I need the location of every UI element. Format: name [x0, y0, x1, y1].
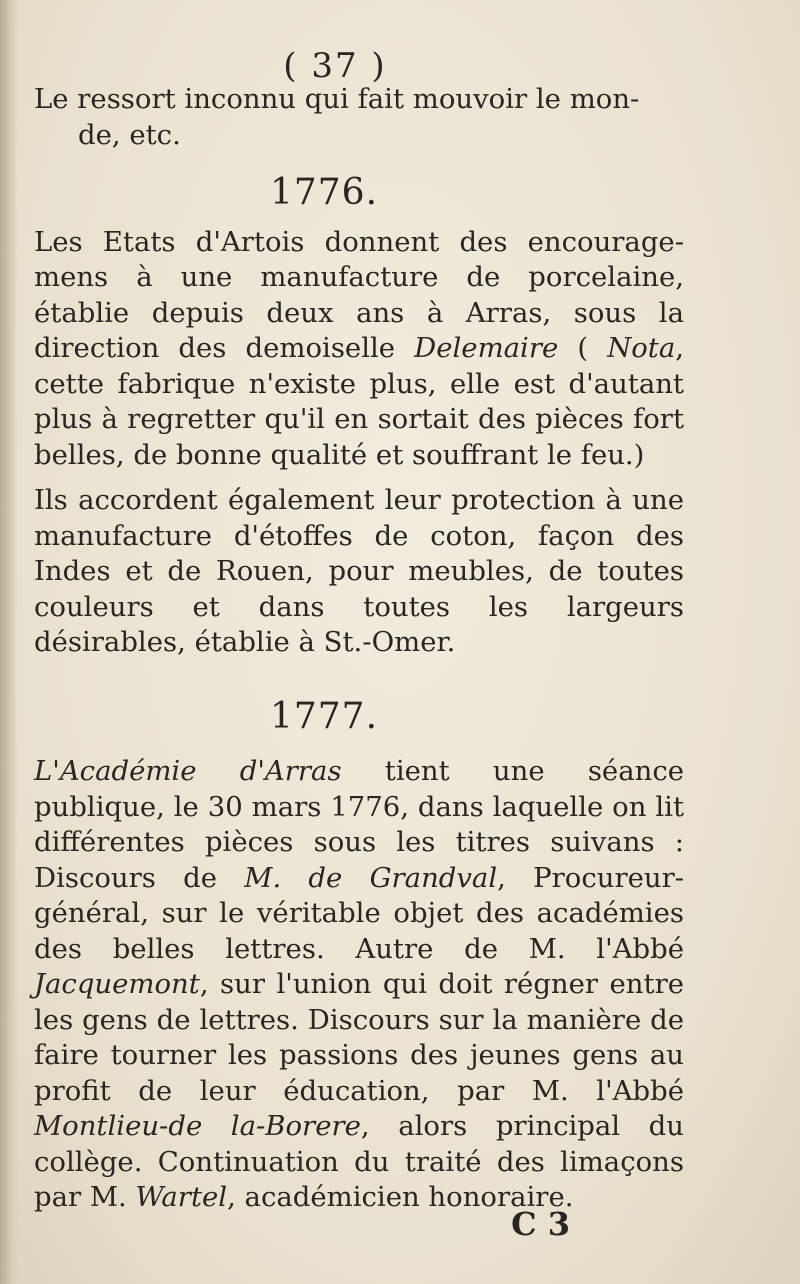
academie-text-c: , sur l'union qui doit régner entre les gens de lettres. Discours sur la manière de faire tourner les passions des jeunes gens au profit de leur éducation, par M. l'Abbé: [34, 968, 684, 1107]
protection-text: Ils accordent également leur protection à une manufacture d'étoffes de coton, façon des Indes et de Rouen, pour meubles, de toutes couleurs et dans toutes les largeurs désirables, établie à St.-Omer.: [34, 484, 684, 658]
paragraph-academie: [34, 754, 684, 1216]
opening-line-2: de, etc.: [78, 118, 181, 151]
page-number: ( 37 ): [283, 46, 387, 86]
name-jacquemont: Jacquemont: [34, 968, 200, 1000]
year-heading-1776: 1776.: [269, 172, 379, 213]
nota-label: Nota: [607, 332, 676, 364]
academie-text-a: tient une séance publique, le 30 mars 1776, dans laquelle on lit différentes pièces sous les titres suivans : Discours de: [34, 755, 684, 894]
paragraph-etats-artois: [34, 225, 684, 474]
academie-text-d: , alors principal du collège. Continuation du traité des limaçons par M.: [34, 1110, 684, 1213]
year-heading-1777: 1777.: [269, 695, 379, 737]
signature-mark: C 3: [511, 1205, 570, 1243]
name-grandval: M. de Grandval: [244, 861, 498, 894]
academie-text-b: , Procureur-général, sur le véritable objet des académies des belles lettres. Autre de M. l'Abbé: [34, 861, 685, 965]
page-spine-shadow: [0, 0, 18, 1284]
page-text: [34, 82, 684, 1216]
etats-text-b: (: [558, 332, 608, 364]
etats-text-c: , cette fabrique n'existe plus, elle est d'autant plus à regretter qu'il en sortait des pièces fort belles, de bonne qualité et souffrant le feu.): [34, 332, 685, 471]
name-delemaire: Delemaire: [414, 332, 559, 364]
name-wartel: Wartel: [135, 1181, 228, 1213]
opening-paragraph: [34, 82, 684, 153]
academie-title: L'Académie d'Arras: [34, 755, 342, 787]
opening-line-1: Le ressort inconnu qui fait mouvoir le mon-: [34, 83, 640, 115]
name-montlieu: Montlieu-de la-Borere: [34, 1110, 361, 1142]
academie-text-e: , académicien honoraire.: [227, 1181, 574, 1213]
paragraph-protection: [34, 483, 684, 661]
etats-text-a: Les Etats d'Artois donnent des encourage-mens à une manufacture de porcelaine, établie depuis deux ans à Arras, sous la direction des demoiselle: [34, 225, 684, 364]
